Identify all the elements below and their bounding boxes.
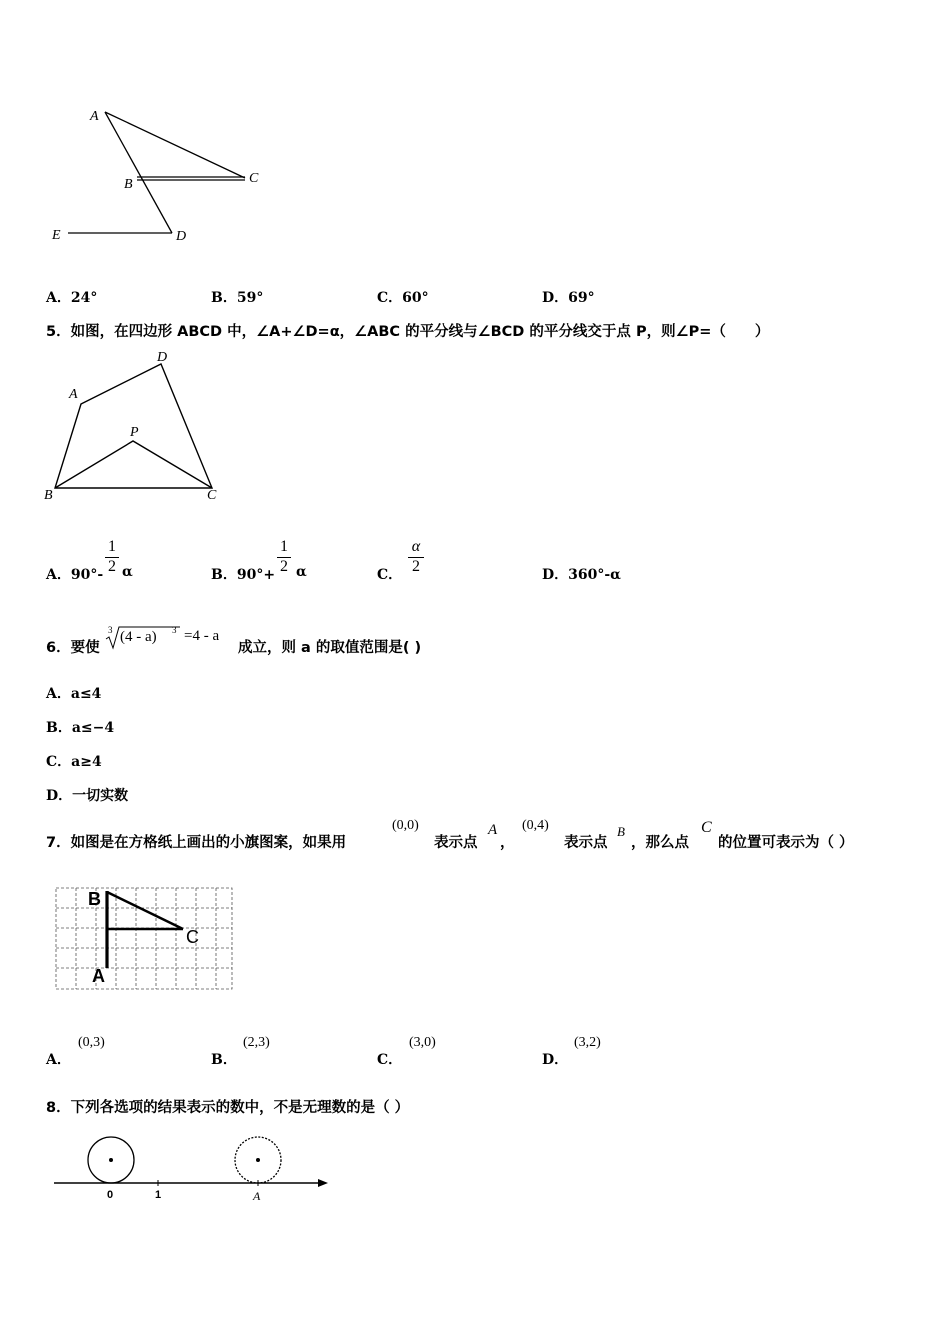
q4-option-a[interactable]: A．24° [46, 290, 98, 306]
q8-arrow-head [318, 1179, 328, 1187]
q4-figure [40, 100, 280, 250]
q7-stem-part3: 表示点 [564, 835, 608, 851]
q7-stem-part1: 7．如图是在方格纸上画出的小旗图案，如果用 [46, 835, 347, 851]
q5-option-c[interactable]: C． [377, 567, 403, 583]
q7-stem-part2: 表示点 [434, 835, 478, 851]
q8-circle-left-center [109, 1158, 113, 1162]
q6-option-d[interactable]: D．一切实数 [46, 788, 129, 804]
q8-label-zero: 0 [107, 1189, 114, 1201]
q7-option-d-value: (3,2) [574, 1035, 601, 1050]
q7-label-b: B [88, 889, 101, 909]
q6-stem-prefix: 6．要使 [46, 640, 100, 656]
q4-label-e: E [52, 228, 61, 243]
q5-option-a-alpha: α [122, 564, 133, 580]
q6-option-c[interactable]: C．a≥4 [46, 754, 102, 770]
q6-radical-expression [104, 624, 238, 654]
q4-option-c[interactable]: C．60° [377, 290, 429, 306]
q7-stem-part4: ，那么点 [631, 835, 689, 851]
q7-option-c-value: (3,0) [409, 1035, 436, 1050]
q6-radical-index: 3 [108, 625, 113, 635]
q7-option-a[interactable]: A． [46, 1052, 71, 1068]
q8-label-one: 1 [155, 1189, 162, 1201]
q8-stem: 8．下列各选项的结果表示的数中，不是无理数的是（ ） [46, 1100, 410, 1116]
q4-label-d: D [176, 229, 187, 244]
q5-label-c: C [207, 488, 217, 503]
q6-exponent: 3 [172, 625, 177, 635]
q5-label-d: D [157, 350, 168, 365]
q4-option-d[interactable]: D．69° [542, 290, 595, 306]
q6-stem-suffix: 成立，则 a 的取值范围是( ) [238, 640, 422, 656]
q7-label-c: C [186, 927, 199, 947]
q7-point-b: B [617, 824, 625, 839]
q8-label-a: A [253, 1189, 261, 1203]
q6-rhs: =4 - a [184, 628, 220, 644]
q6-radicand: (4 - a) [120, 629, 157, 645]
q7-sep: ， [500, 835, 515, 851]
q4-line-ad [105, 112, 172, 233]
q7-flag-top [107, 892, 183, 929]
q8-circle-right-center [256, 1158, 260, 1162]
q7-point-c: C [701, 819, 712, 836]
q5-option-b-alpha: α [296, 564, 307, 580]
q4-label-a: A [90, 109, 99, 124]
q7-coord-a: (0,0) [392, 818, 419, 833]
q7-coord-b: (0,4) [522, 818, 549, 833]
q5-option-a[interactable]: A．90°- [46, 567, 104, 583]
q5-figure [40, 345, 240, 510]
q7-option-a-value: (0,3) [78, 1035, 105, 1050]
q8-figure [50, 1128, 340, 1208]
q4-label-b: B [124, 177, 133, 192]
q5-label-b: B [44, 488, 53, 503]
q6-option-b[interactable]: B．a≤−4 [46, 720, 115, 736]
q7-option-d[interactable]: D． [542, 1052, 569, 1068]
q7-point-a: A [488, 822, 498, 838]
q5-stem: 5．如图，在四边形 ABCD 中，∠A+∠D=α，∠ABC 的平分线与∠BCD 的平分线交于点 P，则∠P=（ ） [46, 324, 770, 340]
q5-option-c-fraction: $\frac{\alpha}{2}$ [408, 538, 424, 576]
q5-option-d[interactable]: D．360°-α [542, 567, 621, 583]
q6-option-a[interactable]: A．a≤4 [46, 686, 102, 702]
q4-label-c: C [249, 171, 259, 186]
q7-stem-part5: 的位置可表示为（ ） [718, 835, 854, 851]
q5-option-b[interactable]: B．90°+ [211, 567, 276, 583]
q5-option-a-fraction: $\frac{1}{2}$ [105, 538, 119, 576]
q7-grid-figure [50, 884, 240, 996]
q5-option-b-fraction: $\frac{1}{2}$ [277, 538, 291, 576]
q7-grid [56, 888, 232, 989]
q4-line-ac [105, 112, 245, 178]
q7-option-c[interactable]: C． [377, 1052, 403, 1068]
q7-label-a: A [92, 966, 105, 986]
q7-option-b-value: (2,3) [243, 1035, 270, 1050]
q7-option-b[interactable]: B． [211, 1052, 237, 1068]
q5-bisectors [55, 441, 212, 488]
q5-label-a: A [69, 387, 78, 402]
q4-option-b[interactable]: B．59° [211, 290, 264, 306]
q5-label-p: P [130, 425, 139, 440]
